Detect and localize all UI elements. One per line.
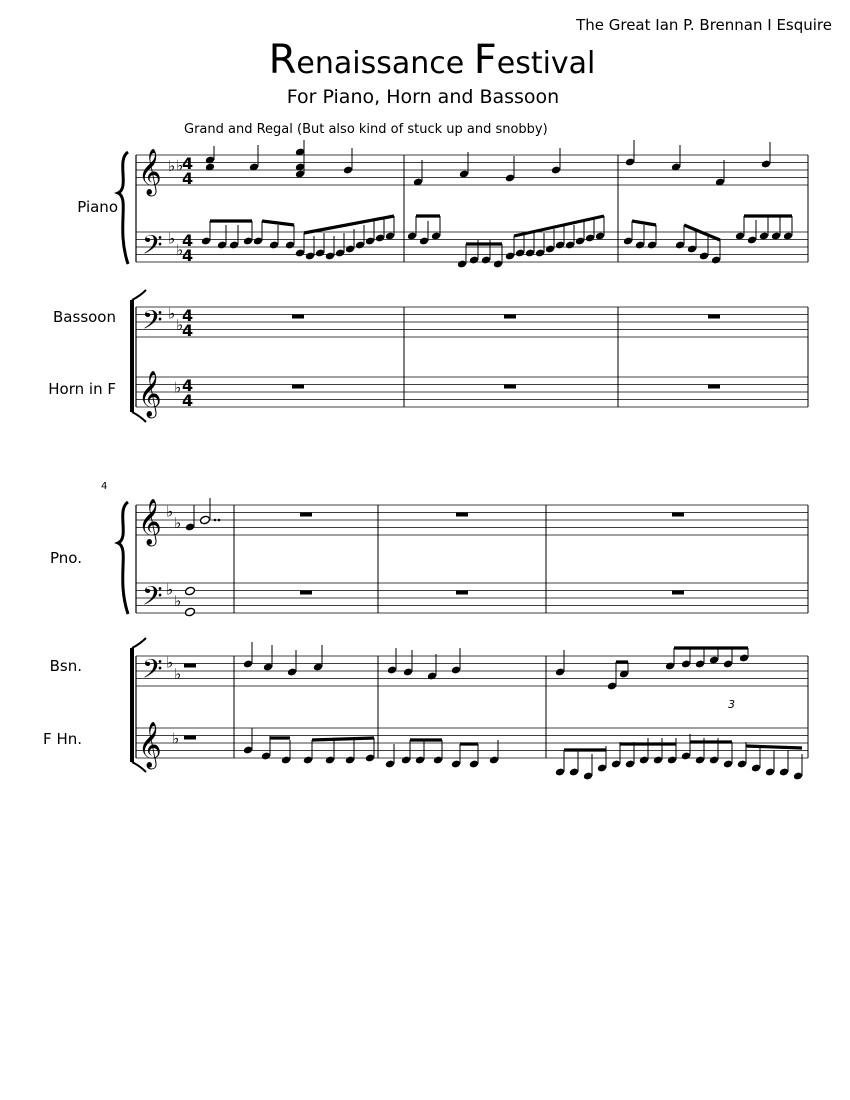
instrument-label-horn: Horn in F [48, 380, 116, 398]
flat-icon: ♭ [176, 240, 184, 259]
note-beam [304, 216, 394, 233]
whole-rest [504, 385, 516, 389]
whole-rest [708, 315, 720, 319]
dot [214, 519, 217, 522]
bracket-top-hook [132, 290, 146, 300]
flat-icon: ♭ [176, 315, 184, 334]
instrument-label-piano-abbr: Pno. [50, 549, 82, 567]
flat-icon: ♭ [176, 156, 184, 175]
instrument-label-piano: Piano [77, 198, 118, 216]
whole-rest [184, 664, 196, 668]
tempo-marking: Grand and Regal (But also kind of stuck up and snobby) [184, 122, 548, 137]
piano-brace [118, 152, 128, 264]
whole-rest [672, 591, 684, 595]
music-glyphs [138, 149, 735, 770]
whole-rest [504, 315, 516, 319]
treble-clef-icon: 𝄞 [138, 371, 162, 417]
instrument-label-horn-abbr: F Hn. [43, 730, 82, 748]
note-beam [312, 738, 374, 740]
notehead-hollow [200, 515, 211, 525]
whole-rest [456, 513, 468, 517]
instrument-label-bassoon-abbr: Bsn. [49, 657, 82, 675]
bass-clef-icon: 𝄢 [142, 653, 163, 691]
time-signature-numerator: 4 [182, 231, 194, 250]
bracket-top-hook-2 [132, 638, 146, 648]
time-signature-denominator: 4 [182, 169, 194, 188]
whole-rest [292, 385, 304, 389]
whole-rest [708, 385, 720, 389]
whole-rest [672, 513, 684, 517]
title-word-2-rest: estival [496, 46, 596, 81]
whole-rest [300, 591, 312, 595]
time-signature-denominator: 4 [182, 321, 194, 340]
flat-icon: ♭ [166, 502, 174, 521]
note-beam [746, 746, 802, 748]
time-signature-denominator: 4 [182, 391, 194, 410]
whole-rest [300, 513, 312, 517]
title-initial-f: F [473, 37, 497, 83]
whole-note [185, 586, 196, 596]
title-word-1-rest: enaissance [296, 46, 474, 81]
title-initial-r: R [268, 37, 297, 83]
flat-icon: ♭ [174, 591, 182, 610]
whole-rest [292, 315, 304, 319]
time-signature-numerator: 4 [182, 154, 194, 173]
dot [218, 519, 221, 522]
flat-icon: ♭ [174, 378, 182, 397]
treble-clef-icon: 𝄞 [138, 722, 162, 768]
note-beam [514, 216, 604, 236]
tuplet-number: 3 [728, 698, 735, 711]
treble-clef-icon: 𝄞 [138, 149, 162, 195]
flat-icon: ♭ [174, 513, 182, 532]
bass-clef-icon: 𝄢 [142, 229, 163, 267]
flat-icon: ♭ [174, 664, 182, 683]
flat-icon: ♭ [168, 229, 176, 248]
whole-rest [456, 591, 468, 595]
time-signature-numerator: 4 [182, 376, 194, 395]
piano-brace-2 [118, 502, 128, 614]
flat-icon: ♭ [168, 157, 176, 175]
flat-icon: ♭ [172, 729, 180, 748]
flat-icon: ♭ [168, 304, 176, 323]
bass-clef-icon: 𝄢 [142, 580, 163, 618]
notes [184, 140, 803, 780]
flat-icon: ♭ [166, 580, 174, 599]
whole-note [185, 607, 196, 617]
note-beam [632, 221, 656, 225]
flat-icon: ♭ [166, 653, 174, 672]
note-beam [684, 225, 720, 240]
score-subtitle: For Piano, Horn and Bassoon [286, 86, 560, 108]
bass-clef-icon: 𝄢 [142, 304, 163, 342]
composer-credit: The Great Ian P. Brennan I Esquire [576, 16, 832, 34]
instrument-label-bassoon: Bassoon [53, 308, 116, 326]
time-signature-numerator: 4 [182, 306, 194, 325]
time-signature-denominator: 4 [182, 246, 194, 265]
treble-clef-icon: 𝄞 [138, 499, 162, 545]
whole-rest [184, 736, 196, 740]
note-beam [262, 221, 294, 225]
measure-number: 4 [101, 481, 108, 492]
